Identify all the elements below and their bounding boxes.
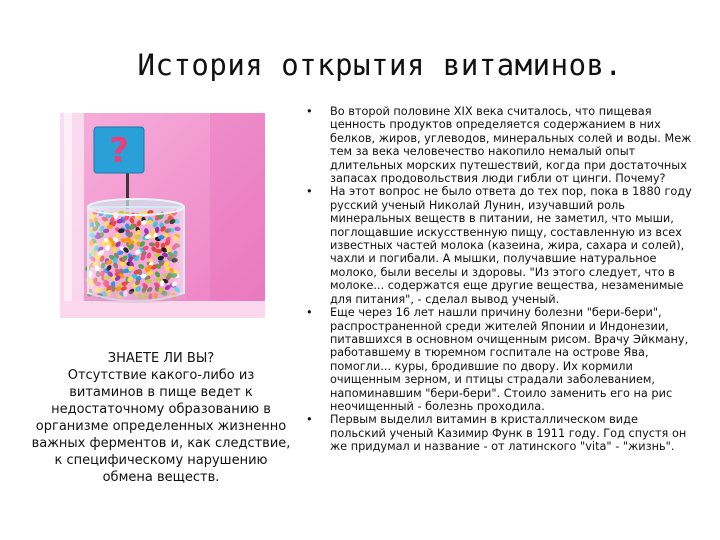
- bullet-item: • На этот вопрос не было ответа до тех пор, пока в 1880 году русский ученый Николай Лунин, изучавший роль минеральных веществ в питании, не заметил, что мыши, поглощавшие искусственную пищу, составленную из всех известных частей молока (казеина, жира, сахара и солей), чахли и погибали. А мышки, получавшие натуральное молоко, были веселы и здоровы. "Из этого следует, что в молоке... содержатся еще другие вещества, незаменимые для питания", - сделал вывод ученый.: [306, 185, 694, 306]
- did-you-know-box: [30, 350, 292, 486]
- slide-title: История открытия витаминов.: [137, 48, 623, 82]
- did-you-know-text: Отсутствие какого-либо из витаминов в пище ведет к недостаточному образованию в организме определенных жизненно важных ферментов и, как следствие, к специфическому нарушению обмена веществ.: [31, 368, 291, 485]
- bullet-item: • Во второй половине XIX века считалось, что пищевая ценность продуктов определяется содержанием в них белков, жиров, углеводов, минеральных солей и воды. Меж тем за века человечество накопило немалый опыт длительных морских путешествий, когда при достаточных запасах продовольствия люди гибли от цинги. Почему?: [306, 105, 694, 185]
- bullet-item: • Первым выделил витамин в кристаллическом виде польский ученый Казимир Функ в 1911 году. Год спустя он же придумал и название - от латинского "vita" - "жизнь".: [306, 413, 694, 453]
- question-mark-icon: ?: [109, 131, 129, 171]
- jellybean-jar-photo: [60, 113, 265, 318]
- bullet-item: • Еще через 16 лет нашли причину болезни "бери-бери", распространенной среди жителей Японии и Индонезии, питавшихся в основном очищенным рисом. Врачу Эйкману, работавшему в тюремном госпитале на острове Ява, помогли... куры, бродившие по двору. Их кормили очищенным зерном, и птицы страдали заболеванием, напоминавшим "бери-бери". Стоило заменить его на рис неочищенный - болезнь проходила.: [306, 306, 694, 413]
- did-you-know-heading: ЗНАЕТЕ ЛИ ВЫ?: [107, 351, 215, 366]
- history-bullet-list: [306, 105, 694, 454]
